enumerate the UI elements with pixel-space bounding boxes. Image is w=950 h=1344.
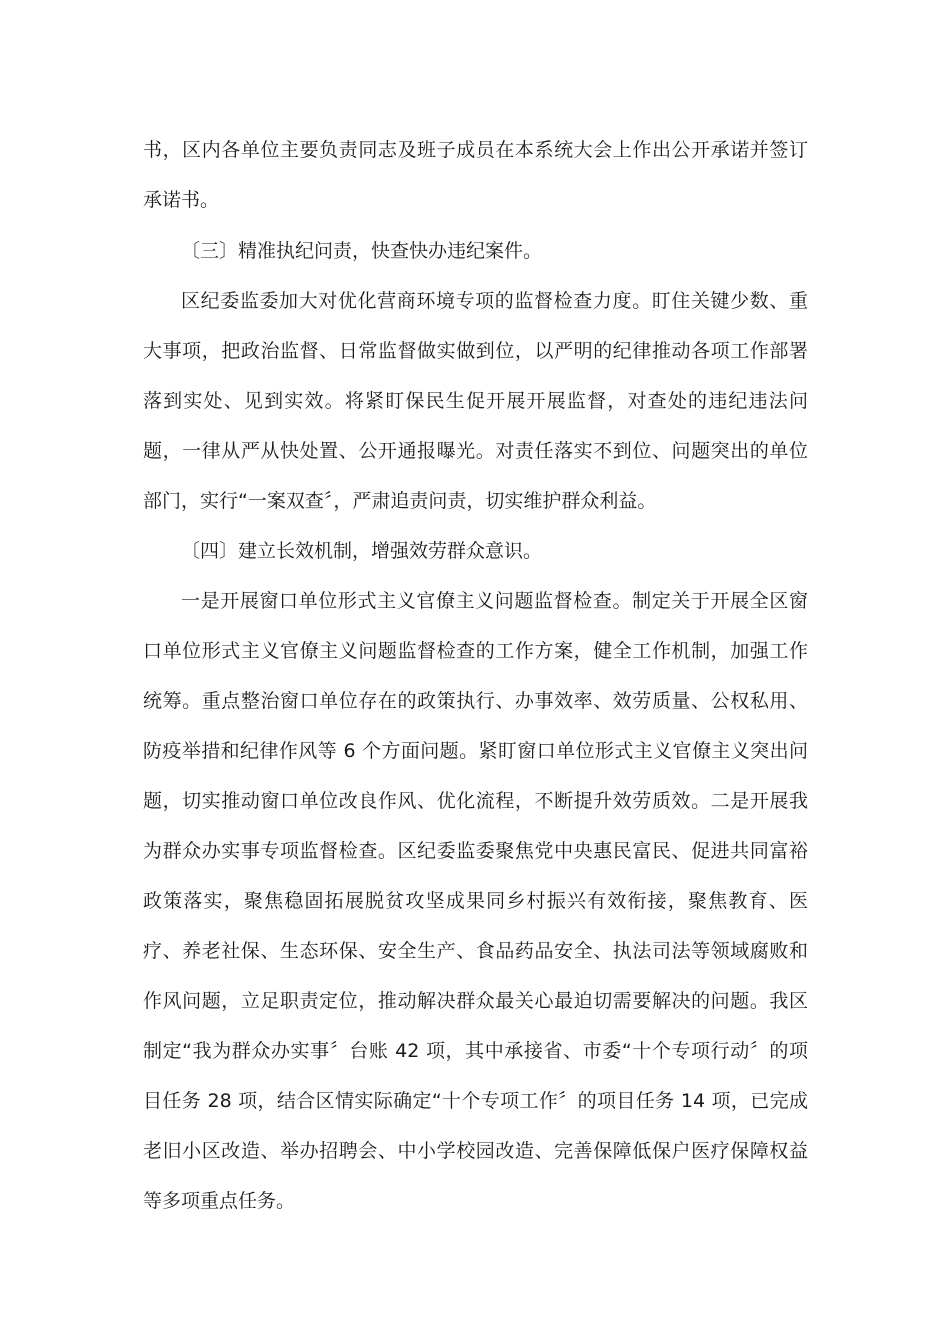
section-heading-3: 〔三〕精准执纪问责，快查快办违纪案件。	[181, 240, 543, 262]
text-line: 等多项重点任务。	[143, 1190, 296, 1212]
text-line: 防疫举措和纪律作风等 6 个方面问题。紧盯窗口单位形式主义官僚主义突出问	[143, 740, 808, 762]
text-line: 老旧小区改造、举办招聘会、中小学校园改造、完善保障低保户医疗保障权益	[143, 1140, 808, 1162]
text-line: 区纪委监委加大对优化营商环境专项的监督检查力度。盯住关键少数、重	[181, 290, 808, 312]
text-line: 部门，实行“一案双查〞，严肃追责问责，切实维护群众利益。	[143, 490, 657, 512]
text-line: 统筹。重点整治窗口单位存在的政策执行、办事效率、效劳质量、公权私用、	[143, 690, 808, 712]
text-line: 政策落实，聚焦稳固拓展脱贫攻坚成果同乡村振兴有效衔接，聚焦教育、医	[143, 890, 808, 912]
text-line: 大事项，把政治监督、日常监督做实做到位，以严明的纪律推动各项工作部署	[143, 340, 808, 362]
text-line: 疗、养老社保、生态环保、安全生产、食品药品安全、执法司法等领域腐败和	[143, 940, 808, 962]
text-line: 为群众办实事专项监督检查。区纪委监委聚焦党中央惠民富民、促进共同富裕	[143, 840, 808, 862]
text-line: 题，一律从严从快处置、公开通报曝光。对责任落实不到位、问题突出的单位	[143, 440, 808, 462]
text-line: 目任务 28 项，结合区情实际确定“十个专项工作〞的项目任务 14 项，已完成	[143, 1090, 808, 1112]
section-heading-4: 〔四〕建立长效机制，增强效劳群众意识。	[181, 540, 543, 562]
text-line: 书，区内各单位主要负责同志及班子成员在本系统大会上作出公开承诺并签订	[143, 139, 808, 161]
text-line: 承诺书。	[143, 189, 220, 211]
text-line: 制定“我为群众办实事〞台账 42 项，其中承接省、市委“十个专项行动〞的项	[143, 1040, 808, 1062]
text-line: 题，切实推动窗口单位改良作风、优化流程，不断提升效劳质效。二是开展我	[143, 790, 808, 812]
text-line: 作风问题，立足职责定位，推动解决群众最关心最迫切需要解决的问题。我区	[143, 990, 808, 1012]
text-line: 口单位形式主义官僚主义问题监督检查的工作方案，健全工作机制，加强工作	[143, 640, 808, 662]
text-line: 落到实处、见到实效。将紧盯保民生促开展开展监督，对查处的违纪违法问	[143, 390, 808, 412]
text-line: 一是开展窗口单位形式主义官僚主义问题监督检查。制定关于开展全区窗	[181, 590, 808, 612]
